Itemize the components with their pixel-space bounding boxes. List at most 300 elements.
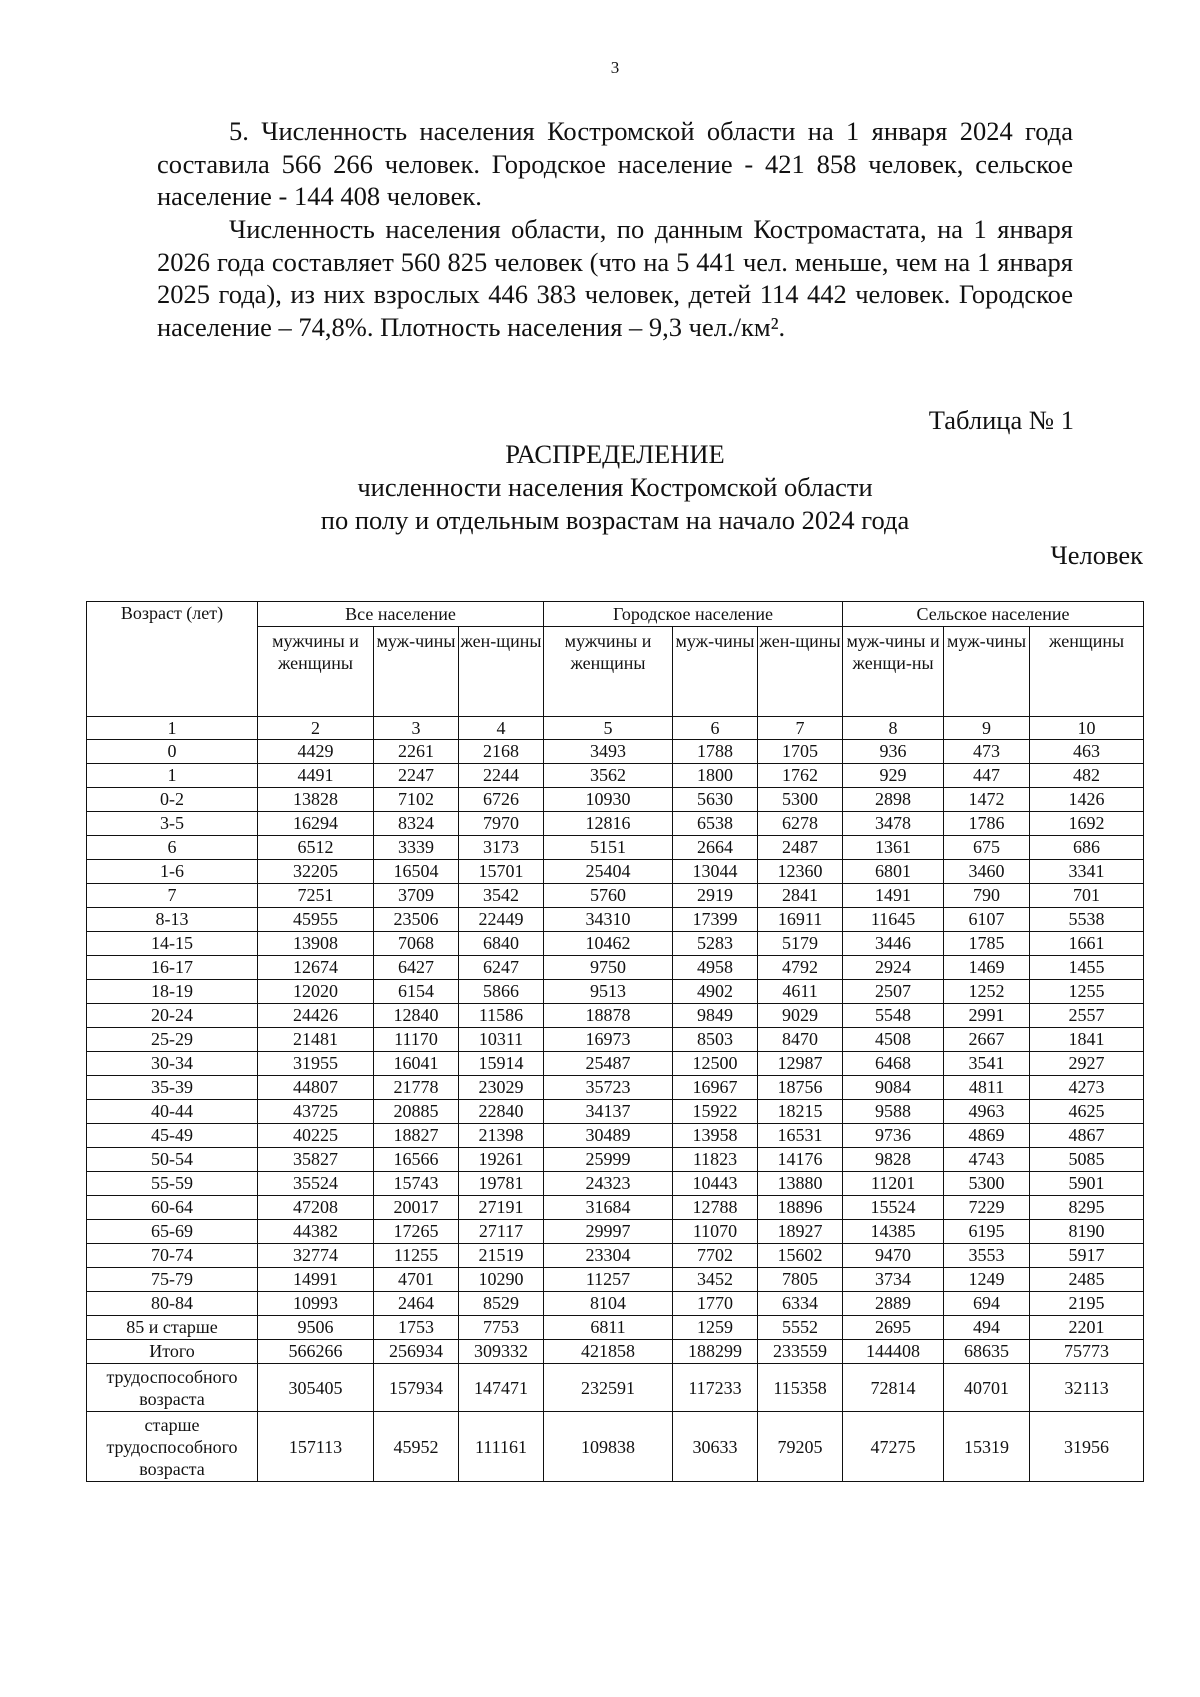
table-cell: 8529 [459,1292,544,1316]
table-cell: 12020 [258,980,374,1004]
subheader-cell: мужчины и женщины [544,627,673,717]
table-cell: 7970 [459,812,544,836]
table-cell: 22840 [459,1100,544,1124]
paragraph-population-2024: 5. Численность населения Костромской области на 1 января 2024 года составила 566 266 человек. Городское население - 421 858 человек, сельское население - 144 408 человек. [157,116,1073,211]
table-row [87,1052,1144,1076]
table-cell: 16531 [758,1124,843,1148]
table-cell: 16973 [544,1028,673,1052]
table-cell: 5300 [758,788,843,812]
table-row [87,1148,1144,1172]
table-row [87,1172,1144,1196]
table-cell: 16504 [374,860,459,884]
table-row [87,740,1144,764]
table-cell: 18827 [374,1124,459,1148]
table-cell: 5283 [673,932,758,956]
table-cell: 23304 [544,1244,673,1268]
table-cell: 11645 [843,908,944,932]
table-cell: 463 [1030,740,1144,764]
table-cell: 25487 [544,1052,673,1076]
table-row [87,980,1144,1004]
table-cell: 421858 [544,1340,673,1364]
table-number: Таблица № 1 [928,405,1074,435]
age-cell: 70-74 [87,1244,258,1268]
table-cell: 10993 [258,1292,374,1316]
age-cell: 0 [87,740,258,764]
table-cell: 6154 [374,980,459,1004]
table-cell: 147471 [459,1364,544,1412]
age-cell: 1-6 [87,860,258,884]
table-cell: 1455 [1030,956,1144,980]
table-cell: 10443 [673,1172,758,1196]
age-cell: 6 [87,836,258,860]
table-cell: 75773 [1030,1340,1144,1364]
table-cell: 188299 [673,1340,758,1364]
table-cell: 115358 [758,1364,843,1412]
table-cell: 21519 [459,1244,544,1268]
table-row [87,836,1144,860]
table-row [87,1316,1144,1340]
age-cell: 16-17 [87,956,258,980]
table-cell: 18896 [758,1196,843,1220]
table-cell: 16911 [758,908,843,932]
table-cell: 233559 [758,1340,843,1364]
table-cell: 5630 [673,788,758,812]
table-cell: 13880 [758,1172,843,1196]
table-cell: 2924 [843,956,944,980]
group-header-rural: Сельское население [843,602,1144,627]
table-cell: 12788 [673,1196,758,1220]
table-cell: 24323 [544,1172,673,1196]
table-cell: 10311 [459,1028,544,1052]
table-cell: 3452 [673,1268,758,1292]
table-row [87,956,1144,980]
table-cell: 6512 [258,836,374,860]
table-row [87,908,1144,932]
table-cell: 18756 [758,1076,843,1100]
table-cell: 6334 [758,1292,843,1316]
age-cell: 1 [87,764,258,788]
table-cell: 30633 [673,1412,758,1482]
table-cell: 2919 [673,884,758,908]
age-cell: 14-15 [87,932,258,956]
table-cell: 35827 [258,1148,374,1172]
table-cell: 3541 [944,1052,1030,1076]
table-cell: 9828 [843,1148,944,1172]
table-cell: 7753 [459,1316,544,1340]
table-cell: 2487 [758,836,843,860]
table-cell: 17265 [374,1220,459,1244]
age-cell: 20-24 [87,1004,258,1028]
table-cell: 30489 [544,1124,673,1148]
table-row [87,1100,1144,1124]
table-cell: 1753 [374,1316,459,1340]
table-cell: 3553 [944,1244,1030,1268]
table-cell: 144408 [843,1340,944,1364]
table-cell: 3173 [459,836,544,860]
age-cell: 8-13 [87,908,258,932]
table-cell: 701 [1030,884,1144,908]
table-cell: 4625 [1030,1100,1144,1124]
table-cell: 11201 [843,1172,944,1196]
table-cell: 1249 [944,1268,1030,1292]
subheader-cell: женщины [1030,627,1144,717]
column-number: 3 [374,717,459,740]
table-cell: 936 [843,740,944,764]
table-cell: 11823 [673,1148,758,1172]
table-cell: 109838 [544,1412,673,1482]
table-cell: 27117 [459,1220,544,1244]
table-cell: 4701 [374,1268,459,1292]
table-cell: 44382 [258,1220,374,1244]
table-cell: 7068 [374,932,459,956]
table-cell: 19781 [459,1172,544,1196]
table-cell: 45952 [374,1412,459,1482]
table-cell: 2244 [459,764,544,788]
age-cell: 55-59 [87,1172,258,1196]
column-number: 2 [258,717,374,740]
table-row [87,1004,1144,1028]
table-cell: 2247 [374,764,459,788]
table-cell: 13908 [258,932,374,956]
table-cell: 4792 [758,956,843,980]
subheader-cell: муж-чины [673,627,758,717]
table-cell: 111161 [459,1412,544,1482]
table-cell: 482 [1030,764,1144,788]
table-cell: 7702 [673,1244,758,1268]
table-cell: 157934 [374,1364,459,1412]
group-header-urban: Городское население [544,602,843,627]
table-cell: 1472 [944,788,1030,812]
page-number: 3 [610,58,620,77]
row-label: старше трудоспособного возраста [87,1412,258,1482]
table-cell: 7805 [758,1268,843,1292]
table-cell: 8470 [758,1028,843,1052]
age-cell: Итого [87,1340,258,1364]
table-cell: 1259 [673,1316,758,1340]
age-cell: 80-84 [87,1292,258,1316]
table-cell: 1469 [944,956,1030,980]
table-cell: 5866 [459,980,544,1004]
table-cell: 1426 [1030,788,1144,812]
table-cell: 2667 [944,1028,1030,1052]
table-row [87,764,1144,788]
table-cell: 2927 [1030,1052,1144,1076]
table-cell: 43725 [258,1100,374,1124]
table-cell: 10930 [544,788,673,812]
table-cell: 13958 [673,1124,758,1148]
table-cell: 68635 [944,1340,1030,1364]
paragraph-population-2026: Численность населения области, по данным Костромастата, на 1 января 2026 года составляет 560 825 человек (что на 5 441 чел. меньше, чем на 1 января 2025 года), из них взрослых 446 383 человек, детей 114 442 человек. Городское население – 74,8%. Плотность населения – 9,3 чел./км². [157,214,1073,342]
table-title-line-1: РАСПРЕДЕЛЕНИЕ [505,439,725,469]
above-working-age-row [87,1412,1144,1482]
table-cell: 1785 [944,932,1030,956]
age-cell: 7 [87,884,258,908]
group-header-all: Все население [258,602,544,627]
table-cell: 15319 [944,1412,1030,1482]
column-number: 4 [459,717,544,740]
table-cell: 1786 [944,812,1030,836]
table-cell: 929 [843,764,944,788]
table-cell: 18927 [758,1220,843,1244]
table-cell: 6801 [843,860,944,884]
table-cell: 309332 [459,1340,544,1364]
table-cell: 22449 [459,908,544,932]
table-cell: 1788 [673,740,758,764]
table-cell: 2485 [1030,1268,1144,1292]
table-cell: 790 [944,884,1030,908]
table-row [87,788,1144,812]
table-cell: 4491 [258,764,374,788]
table-cell: 11170 [374,1028,459,1052]
table-cell: 11070 [673,1220,758,1244]
table-cell: 13828 [258,788,374,812]
table-cell: 8104 [544,1292,673,1316]
table-cell: 4508 [843,1028,944,1052]
table-cell: 20885 [374,1100,459,1124]
subheader-cell: мужчины и женщины [258,627,374,717]
table-cell: 29997 [544,1220,673,1244]
table-cell: 6247 [459,956,544,980]
table-cell: 44807 [258,1076,374,1100]
column-number: 7 [758,717,843,740]
table-cell: 6278 [758,812,843,836]
table-cell: 2195 [1030,1292,1144,1316]
column-number: 10 [1030,717,1144,740]
table-cell: 9513 [544,980,673,1004]
table-cell: 4743 [944,1148,1030,1172]
table-cell: 12840 [374,1004,459,1028]
column-number: 6 [673,717,758,740]
row-label: трудоспособного возраста [87,1364,258,1412]
table-cell: 4811 [944,1076,1030,1100]
table-cell: 1841 [1030,1028,1144,1052]
table-cell: 12500 [673,1052,758,1076]
table-cell: 14176 [758,1148,843,1172]
table-cell: 3709 [374,884,459,908]
table-cell: 17399 [673,908,758,932]
table-cell: 31684 [544,1196,673,1220]
table-cell: 16967 [673,1076,758,1100]
age-cell: 50-54 [87,1148,258,1172]
table-cell: 40701 [944,1364,1030,1412]
table-cell: 1361 [843,836,944,860]
table-cell: 31956 [1030,1412,1144,1482]
table-cell: 7102 [374,788,459,812]
table-cell: 4867 [1030,1124,1144,1148]
table-cell: 40225 [258,1124,374,1148]
table-cell: 3493 [544,740,673,764]
table-cell: 5300 [944,1172,1030,1196]
table-cell: 447 [944,764,1030,788]
table-cell: 3542 [459,884,544,908]
table-cell: 11255 [374,1244,459,1268]
table-cell: 35723 [544,1076,673,1100]
table-cell: 232591 [544,1364,673,1412]
table-cell: 34310 [544,908,673,932]
table-cell: 694 [944,1292,1030,1316]
column-number-row [87,717,1144,740]
table-cell: 15602 [758,1244,843,1268]
table-cell: 31955 [258,1052,374,1076]
table-row [87,1196,1144,1220]
table-cell: 15524 [843,1196,944,1220]
table-cell: 8324 [374,812,459,836]
table-cell: 14385 [843,1220,944,1244]
table-cell: 15701 [459,860,544,884]
table-cell: 32774 [258,1244,374,1268]
table-cell: 2695 [843,1316,944,1340]
table-cell: 2261 [374,740,459,764]
table-cell: 9470 [843,1244,944,1268]
table-cell: 27191 [459,1196,544,1220]
table-cell: 6811 [544,1316,673,1340]
table-cell: 8190 [1030,1220,1144,1244]
age-header: Возраст (лет) [87,602,258,717]
table-cell: 47208 [258,1196,374,1220]
table-cell: 6726 [459,788,544,812]
table-cell: 11586 [459,1004,544,1028]
table-cell: 566266 [258,1340,374,1364]
table-cell: 25404 [544,860,673,884]
table-cell: 2464 [374,1292,459,1316]
table-cell: 5151 [544,836,673,860]
table-cell: 21778 [374,1076,459,1100]
table-cell: 4429 [258,740,374,764]
table-cell: 4902 [673,980,758,1004]
table-cell: 4611 [758,980,843,1004]
table-row [87,1244,1144,1268]
table-cell: 12674 [258,956,374,980]
table-row [87,884,1144,908]
table-cell: 675 [944,836,1030,860]
table-cell: 23029 [459,1076,544,1100]
table-cell: 9506 [258,1316,374,1340]
table-cell: 2664 [673,836,758,860]
table-cell: 18878 [544,1004,673,1028]
table-cell: 16041 [374,1052,459,1076]
table-cell: 5548 [843,1004,944,1028]
age-cell: 0-2 [87,788,258,812]
table-cell: 12816 [544,812,673,836]
table-cell: 3478 [843,812,944,836]
table-cell: 8503 [673,1028,758,1052]
table-cell: 72814 [843,1364,944,1412]
table-cell: 9084 [843,1076,944,1100]
table-title-line-3: по полу и отдельным возрастам на начало 2024 года [320,505,910,535]
table-cell: 2991 [944,1004,1030,1028]
table-cell: 3460 [944,860,1030,884]
table-cell: 2168 [459,740,544,764]
table-cell: 35524 [258,1172,374,1196]
table-cell: 9849 [673,1004,758,1028]
table-cell: 1491 [843,884,944,908]
table-cell: 45955 [258,908,374,932]
working-age-row [87,1364,1144,1412]
table-row [87,860,1144,884]
table-cell: 21481 [258,1028,374,1052]
table-cell: 34137 [544,1100,673,1124]
table-cell: 1705 [758,740,843,764]
table-row [87,1340,1144,1364]
table-cell: 47275 [843,1412,944,1482]
age-cell: 60-64 [87,1196,258,1220]
age-cell: 85 и старше [87,1316,258,1340]
table-cell: 16294 [258,812,374,836]
table-cell: 4869 [944,1124,1030,1148]
table-cell: 14991 [258,1268,374,1292]
table-cell: 19261 [459,1148,544,1172]
table-row [87,1268,1144,1292]
age-cell: 25-29 [87,1028,258,1052]
table-cell: 7229 [944,1196,1030,1220]
table-cell: 15922 [673,1100,758,1124]
table-cell: 25999 [544,1148,673,1172]
table-cell: 3562 [544,764,673,788]
table-cell: 12360 [758,860,843,884]
table-cell: 5538 [1030,908,1144,932]
table-cell: 5901 [1030,1172,1144,1196]
table-cell: 1661 [1030,932,1144,956]
table-cell: 1252 [944,980,1030,1004]
table-cell: 32113 [1030,1364,1144,1412]
table-cell: 6840 [459,932,544,956]
table-cell: 5917 [1030,1244,1144,1268]
table-row [87,1028,1144,1052]
table-cell: 1770 [673,1292,758,1316]
table-cell: 5085 [1030,1148,1144,1172]
table-cell: 6195 [944,1220,1030,1244]
table-cell: 23506 [374,908,459,932]
table-cell: 9736 [843,1124,944,1148]
table-cell: 11257 [544,1268,673,1292]
table-cell: 2557 [1030,1004,1144,1028]
table-cell: 10462 [544,932,673,956]
table-cell: 3341 [1030,860,1144,884]
table-cell: 4958 [673,956,758,980]
table-row [87,1292,1144,1316]
table-cell: 32205 [258,860,374,884]
subheader-cell: муж-чины [374,627,459,717]
subheader-cell: жен-щины [758,627,843,717]
table-cell: 5760 [544,884,673,908]
table-cell: 10290 [459,1268,544,1292]
table-cell: 18215 [758,1100,843,1124]
table-row [87,812,1144,836]
column-number: 8 [843,717,944,740]
table-cell: 494 [944,1316,1030,1340]
table-cell: 15914 [459,1052,544,1076]
table-cell: 9029 [758,1004,843,1028]
column-number: 5 [544,717,673,740]
table-cell: 20017 [374,1196,459,1220]
table-cell: 305405 [258,1364,374,1412]
table-cell: 256934 [374,1340,459,1364]
age-cell: 3-5 [87,812,258,836]
table-cell: 2898 [843,788,944,812]
table-cell: 16566 [374,1148,459,1172]
age-cell: 30-34 [87,1052,258,1076]
table-cell: 79205 [758,1412,843,1482]
table-row [87,1220,1144,1244]
table-cell: 686 [1030,836,1144,860]
table-cell: 1692 [1030,812,1144,836]
table-cell: 7251 [258,884,374,908]
unit-label: Человек [1050,540,1143,570]
column-number: 9 [944,717,1030,740]
table-row [87,932,1144,956]
age-cell: 40-44 [87,1100,258,1124]
table-cell: 6538 [673,812,758,836]
